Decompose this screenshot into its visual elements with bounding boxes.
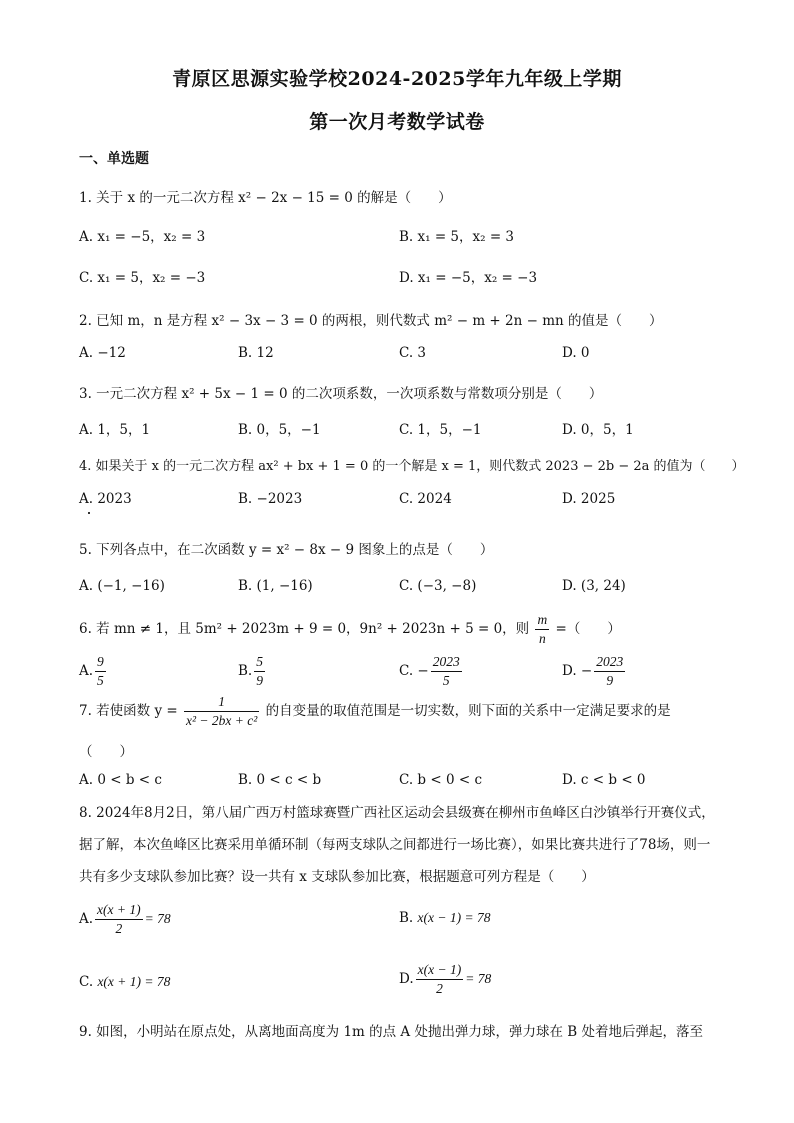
- question-7-stem-tail: 的自变量的取值范围是一切实数，则下面的关系中一定满足要求的是: [265, 703, 671, 719]
- question-2-option-b: B. 12: [238, 345, 274, 361]
- question-8-option-a: [79, 902, 171, 937]
- question-5-option-b: B. (1, −16): [238, 578, 313, 594]
- question-6-stem-tail: =（ ）: [555, 621, 621, 637]
- fraction-denominator: 2: [115, 921, 123, 936]
- option-fraction: [416, 962, 464, 997]
- fraction-denominator: n: [538, 631, 546, 646]
- question-7-stem-text: 7. 若使函数 y =: [79, 703, 178, 719]
- fraction-numerator: 2023: [431, 654, 462, 672]
- fraction-numerator: 9: [95, 654, 106, 672]
- option-fraction: [95, 654, 106, 689]
- question-7-stem-paren: （ ）: [79, 744, 133, 760]
- question-7-stem-fraction: [184, 694, 259, 729]
- question-5-option-c: C. (−3, −8): [399, 578, 477, 594]
- option-fraction: [594, 654, 625, 689]
- question-7-option-b: B. 0 < c < b: [238, 772, 322, 788]
- stray-dot: [88, 512, 90, 514]
- question-4-option-a: A. 2023: [79, 491, 132, 507]
- question-6-option-d: [562, 654, 627, 689]
- fraction-numerator: 1: [184, 694, 259, 712]
- question-5-stem: 5. 下列各点中，在二次函数 y = x² − 8x − 9 图象上的点是（ ）: [79, 542, 494, 558]
- question-8-option-d: [399, 962, 491, 997]
- question-1-option-b: B. x₁ = 5，x₂ = 3: [399, 229, 515, 245]
- question-4-option-c: C. 2024: [399, 491, 452, 507]
- option-label: C.: [79, 974, 94, 990]
- fraction-numerator: 5: [254, 654, 265, 672]
- option-label: A.: [79, 663, 94, 679]
- option-label: D.: [399, 971, 414, 987]
- fraction-denominator: 9: [256, 673, 263, 688]
- question-2-option-c: C. 3: [399, 345, 427, 361]
- question-1-stem: 1. 关于 x 的一元二次方程 x² − 2x − 15 = 0 的解是（ ）: [79, 190, 452, 206]
- option-fraction: [431, 654, 462, 689]
- question-1-option-a: A. x₁ = −5，x₂ = 3: [79, 229, 206, 245]
- question-7-stem: [79, 694, 671, 729]
- question-2-option-d: D. 0: [562, 345, 590, 361]
- question-3-option-a: A. 1，5，1: [79, 422, 151, 438]
- fraction-numerator: x(x + 1): [95, 902, 143, 920]
- question-5-option-a: A. (−1, −16): [79, 578, 165, 594]
- question-1-option-d: D. x₁ = −5，x₂ = −3: [399, 270, 538, 286]
- option-fraction: [254, 654, 265, 689]
- option-label: A.: [79, 911, 94, 927]
- fraction-numerator: m: [535, 612, 549, 630]
- question-6-option-c: [399, 654, 464, 689]
- question-7-option-d: D. c < b < 0: [562, 772, 646, 788]
- question-4-option-b: B. −2023: [238, 491, 303, 507]
- fraction-denominator: 9: [606, 673, 614, 688]
- option-tail: = 78: [465, 971, 492, 986]
- question-6-stem: [79, 612, 621, 647]
- question-8-stem: 8. 2024年8月2日，第八届广西万村篮球赛暨广西社区运动会县级赛在柳州市鱼峰区白沙镇举行开赛仪式，据了解，本次鱼峰区比赛采用单循环制（每两支球队之间都进行一场比赛），如果比赛共进行了78场，则一共有多少支球队参加比赛？设一共有 x 支球队参加比赛，根据题意可列方程是（ ）: [79, 805, 715, 885]
- question-6-option-a: [79, 654, 108, 689]
- section-heading: 一、单选题: [79, 151, 149, 167]
- question-7-option-c: C. b < 0 < c: [399, 772, 483, 788]
- option-text: x(x − 1) = 78: [417, 910, 491, 925]
- fraction-denominator: 2: [436, 981, 443, 996]
- question-4-stem: 4. 如果关于 x 的一元二次方程 ax² + bx + 1 = 0 的一个解是 x = 1，则代数式 2023 − 2b − 2a 的值为（ ）: [79, 459, 745, 474]
- question-2-option-a: A. −12: [79, 345, 126, 361]
- exam-title-line1: 青原区思源实验学校2024-2025学年九年级上学期: [172, 68, 622, 90]
- fraction-denominator: x² − 2bx + c²: [186, 713, 258, 728]
- option-label: C. −: [399, 663, 429, 679]
- question-3-option-c: C. 1，5，−1: [399, 422, 482, 438]
- option-label: B.: [399, 910, 414, 926]
- question-3-option-d: D. 0，5，1: [562, 422, 634, 438]
- fraction-numerator: 2023: [594, 654, 625, 672]
- question-3-option-b: B. 0，5，−1: [238, 422, 321, 438]
- question-3-stem: 3. 一元二次方程 x² + 5x − 1 = 0 的二次项系数，一次项系数与常数项分别是（ ）: [79, 386, 603, 402]
- fraction-denominator: 5: [442, 673, 450, 688]
- question-6-option-b: [238, 654, 267, 689]
- option-text: x(x + 1) = 78: [97, 974, 171, 989]
- question-2-stem: 2. 已知 m，n 是方程 x² − 3x − 3 = 0 的两根，则代数式 m² − m + 2n − mn 的值是（ ）: [79, 313, 663, 329]
- option-tail: = 78: [144, 911, 171, 926]
- question-8-option-b: [399, 910, 490, 926]
- exam-title-line2: 第一次月考数学试卷: [309, 111, 485, 133]
- option-fraction: [95, 902, 143, 937]
- question-6-stem-fraction: [535, 612, 549, 647]
- option-label: B.: [238, 663, 253, 679]
- option-label: D. −: [562, 663, 593, 679]
- question-4-option-d: D. 2025: [562, 491, 616, 507]
- question-8-option-c: [79, 974, 170, 990]
- fraction-numerator: x(x − 1): [416, 962, 464, 980]
- question-6-stem-text: 6. 若 mn ≠ 1，且 5m² + 2023m + 9 = 0，9n² + 2023n + 5 = 0，则: [79, 621, 530, 637]
- question-5-option-d: D. (3, 24): [562, 578, 626, 594]
- question-7-option-a: A. 0 < b < c: [79, 772, 162, 788]
- question-1-option-c: C. x₁ = 5，x₂ = −3: [79, 270, 206, 286]
- question-9-stem: 9. 如图，小明站在原点处，从离地面高度为 1m 的点 A 处抛出弹力球，弹力球在 B 处着地后弹起，落至: [79, 1024, 703, 1040]
- fraction-denominator: 5: [97, 673, 104, 688]
